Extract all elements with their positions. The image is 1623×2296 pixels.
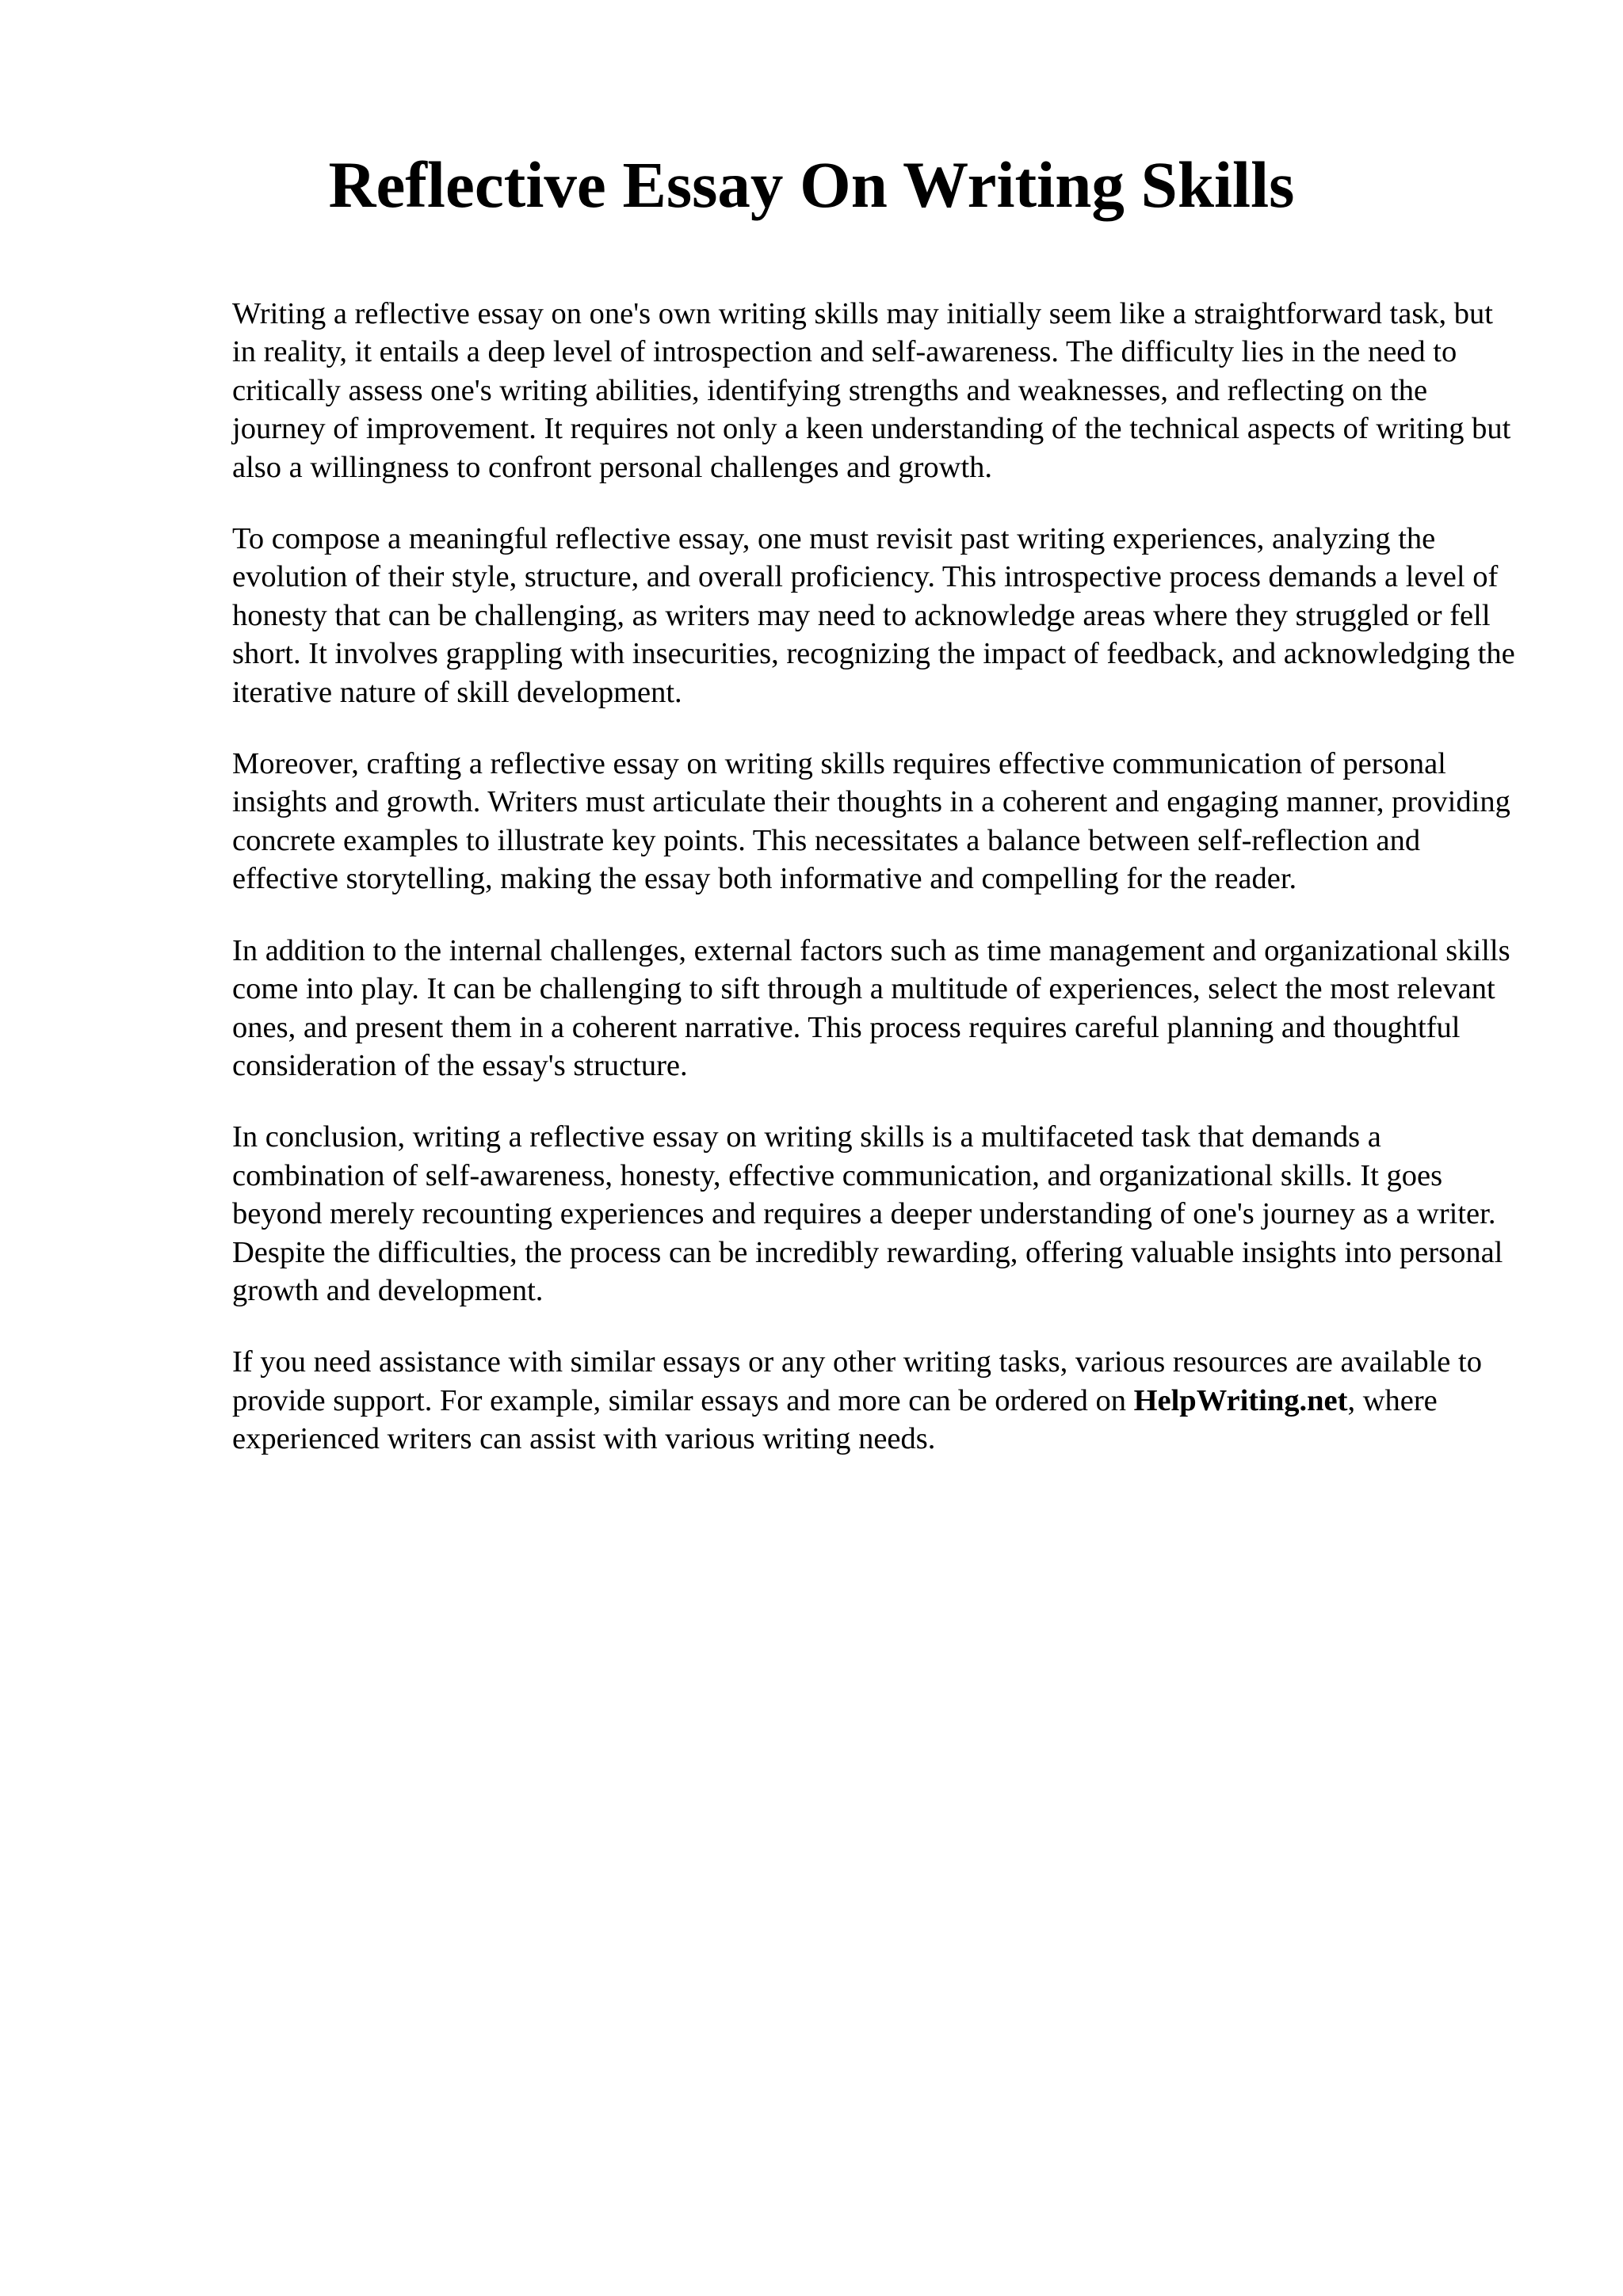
closing-text-end: , where experienced writers can assist with various writing needs. <box>232 1383 1438 1456</box>
paragraph-2: To compose a meaningful reflective essay, one must revisit past writing experiences, analyzing the evolution of their style, structure, and overall proficiency. This introspective process demands a level of honesty that can be challenging, as writers may need to acknowledge areas where they struggled or fell short. It involves grappling with insecurities, recognizing the impact of feedback, and acknowledging the iterative nature of skill development. <box>232 522 1515 709</box>
paragraph-4: In addition to the internal challenges, external factors such as time management and organizational skills come into play. It can be challenging to sift through a multitude of experiences, select the most relevant ones, and present them in a coherent narrative. This process requires careful planning and thoughtful consideration of the essay's structure. <box>232 933 1510 1082</box>
essay-body <box>232 295 1516 1492</box>
paragraph-3: Moreover, crafting a reflective essay on writing skills requires effective communication of personal insights and growth. Writers must articulate their thoughts in a coherent and engaging manner, providing concrete examples to illustrate key points. This necessitates a balance between self-reflection and effective storytelling, making the essay both informative and compelling for the reader. <box>232 747 1510 896</box>
brand-name: HelpWriting.net <box>1133 1383 1348 1417</box>
paragraph-5: In conclusion, writing a reflective essay on writing skills is a multifaceted task that demands a combination of self-awareness, honesty, effective communication, and organizational skills. It goes beyond merely recounting experiences and requires a deeper understanding of one's journey as a writer. Despite the difficulties, the process can be incredibly rewarding, offering valuable insights into personal growth and development. <box>232 1120 1503 1307</box>
page-title: Reflective Essay On Writing Skills <box>328 148 1295 221</box>
paragraph-1: Writing a reflective essay on one's own writing skills may initially seem like a straightforward task, but in reality, it entails a deep level of introspection and self-awareness. The difficulty lies in the need to critically assess one's writing abilities, identifying strengths and weaknesses, and reflecting on the journey of improvement. It requires not only a keen understanding of the technical aspects of writing but also a willingness to confront personal challenges and growth. <box>232 297 1511 484</box>
closing-paragraph <box>232 1343 1516 1458</box>
closing-text-start: If you need assistance with similar essays or any other writing tasks, various resources are available to provide support. For example, similar essays and more can be ordered on <box>232 1345 1482 1417</box>
